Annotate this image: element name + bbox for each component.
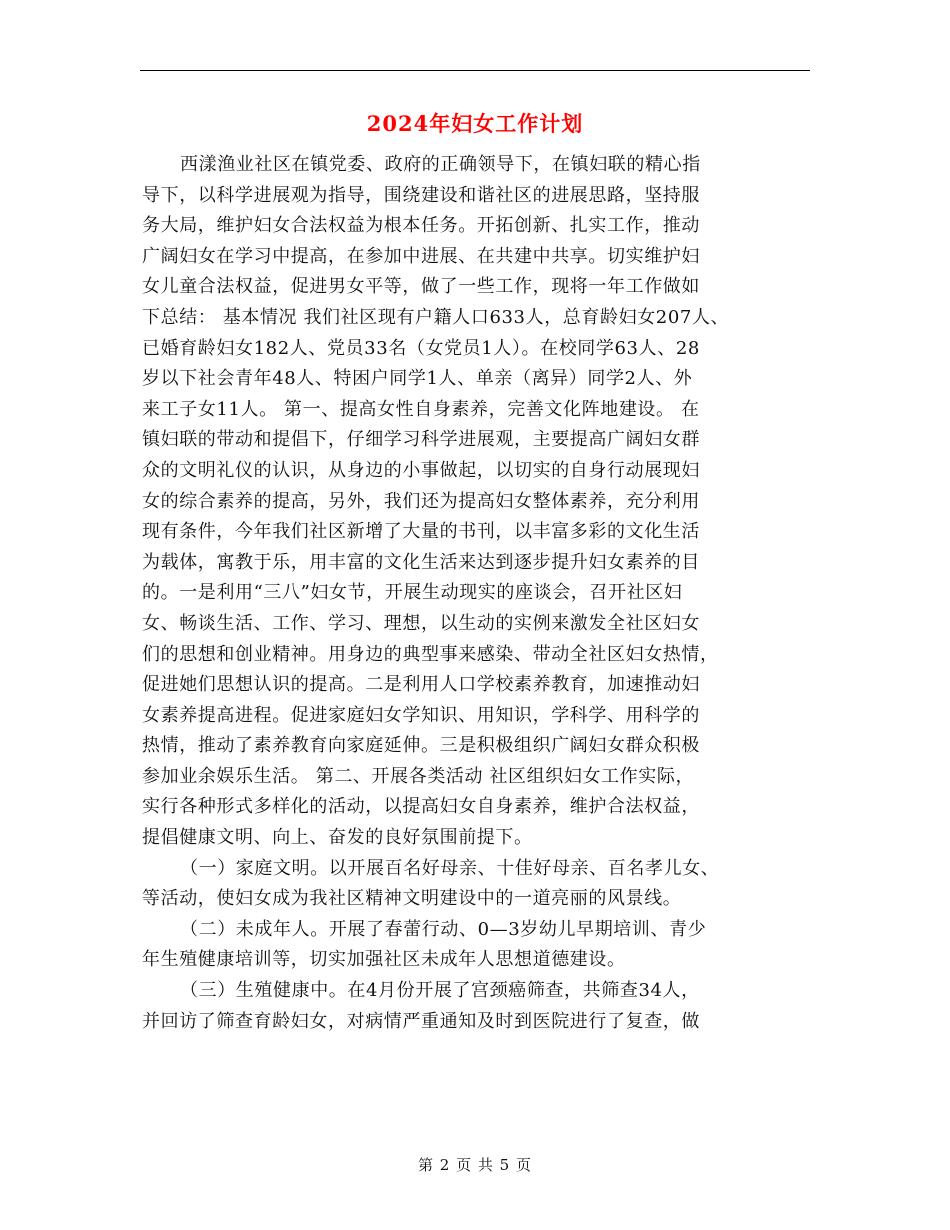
paragraph-line: 提倡健康文明、向上、奋发的良好氛围前提下。 bbox=[142, 827, 533, 849]
paragraph-line: 的。一是利用“三八”妇女节，开展生动现实的座谈会，召开社区妇 bbox=[142, 582, 683, 604]
paragraph-line: 促进她们思想认识的提高。二是利用人口学校素养教育，加速推动妇 bbox=[142, 674, 700, 696]
paragraph-line: 女的综合素养的提高，另外，我们还为提高妇女整体素养，充分利用 bbox=[142, 490, 700, 512]
paragraph-line: 女儿童合法权益，促进男女平等，做了一些工作，现将一年工作做如 bbox=[142, 276, 700, 298]
paragraph-line: 现有条件，今年我们社区新增了大量的书刊，以丰富多彩的文化生活 bbox=[142, 521, 700, 543]
paragraph-line: 热情，推动了素养教育向家庭延伸。三是积极组织广阔妇女群众积极 bbox=[142, 735, 700, 757]
paragraph-line: 广阔妇女在学习中提高，在参加中进展、在共建中共享。切实维护妇 bbox=[142, 245, 700, 267]
paragraph-line: 下总结： 基本情况 我们社区现有户籍人口633人，总育龄妇女207人、 bbox=[142, 306, 730, 328]
header-rule bbox=[140, 70, 810, 71]
paragraph-line: 镇妇联的带动和提倡下，仔细学习科学进展观，主要提高广阔妇女群 bbox=[142, 429, 700, 451]
paragraph-line: 西漾渔业社区在镇党委、政府的正确领导下，在镇妇联的精心指 bbox=[180, 154, 701, 175]
page-number: 第 2 页 共 5 页 bbox=[418, 1156, 532, 1174]
paragraph-line: 年生殖健康培训等，切实加强社区未成年人思想道德建设。 bbox=[142, 949, 626, 971]
paragraph-line: 务大局，维护妇女合法权益为根本任务。开拓创新、扎实工作，推动 bbox=[142, 215, 700, 237]
paragraph-line: 并回访了筛查育龄妇女，对病情严重通知及时到医院进行了复查，做 bbox=[142, 1010, 700, 1032]
paragraph-line: 导下，以科学进展观为指导，围绕建设和谐社区的进展思路，坚持服 bbox=[142, 184, 700, 206]
paragraph-line: 女、畅谈生活、工作、学习、理想，以生动的实例来激发全社区妇女 bbox=[142, 612, 700, 634]
paragraph-line: 众的文明礼仪的认识，从身边的小事做起，以切实的自身行动展现妇 bbox=[142, 459, 700, 481]
paragraph-line: （一）家庭文明。以开展百名好母亲、十佳好母亲、百名孝儿女、 bbox=[180, 857, 720, 879]
paragraph-line: 岁以下社会青年48人、特困户同学1人、单亲（离异）同学2人、外 bbox=[142, 368, 693, 390]
paragraph-line: （三）生殖健康中。在4月份开展了宫颈癌筛查，共筛查34人， bbox=[180, 980, 700, 1002]
paragraph-line: 参加业余娱乐生活。 第二、开展各类活动 社区组织妇女工作实际， bbox=[142, 765, 695, 787]
paragraph-line: 女素养提高进程。促进家庭妇女学知识、用知识，学科学、用科学的 bbox=[142, 704, 700, 726]
paragraph-line: （二）未成年人。开展了春蕾行动、0—3岁幼儿早期培训、青少 bbox=[180, 918, 707, 940]
paragraph-line: 实行各种形式多样化的活动，以提高妇女自身素养，维护合法权益， bbox=[142, 796, 700, 818]
document-body bbox=[142, 150, 807, 1037]
paragraph-line: 们的思想和创业精神。用身边的典型事来感染、带动全社区妇女热情， bbox=[142, 643, 719, 665]
paragraph-line: 已婚育龄妇女182人、党员33名（女党员1人）。在校同学63人、28 bbox=[142, 337, 700, 359]
document-title: 2024年妇女工作计划 bbox=[366, 111, 584, 136]
paragraph-line: 为载体，寓教于乐，用丰富的文化生活来达到逐步提升妇女素养的目 bbox=[142, 551, 700, 573]
paragraph-line: 等活动，使妇女成为我社区精神文明建设中的一道亮丽的风景线。 bbox=[142, 888, 682, 910]
paragraph-line: 来工子女11人。 第一、提高女性自身素养，完善文化阵地建设。 在 bbox=[142, 398, 700, 420]
